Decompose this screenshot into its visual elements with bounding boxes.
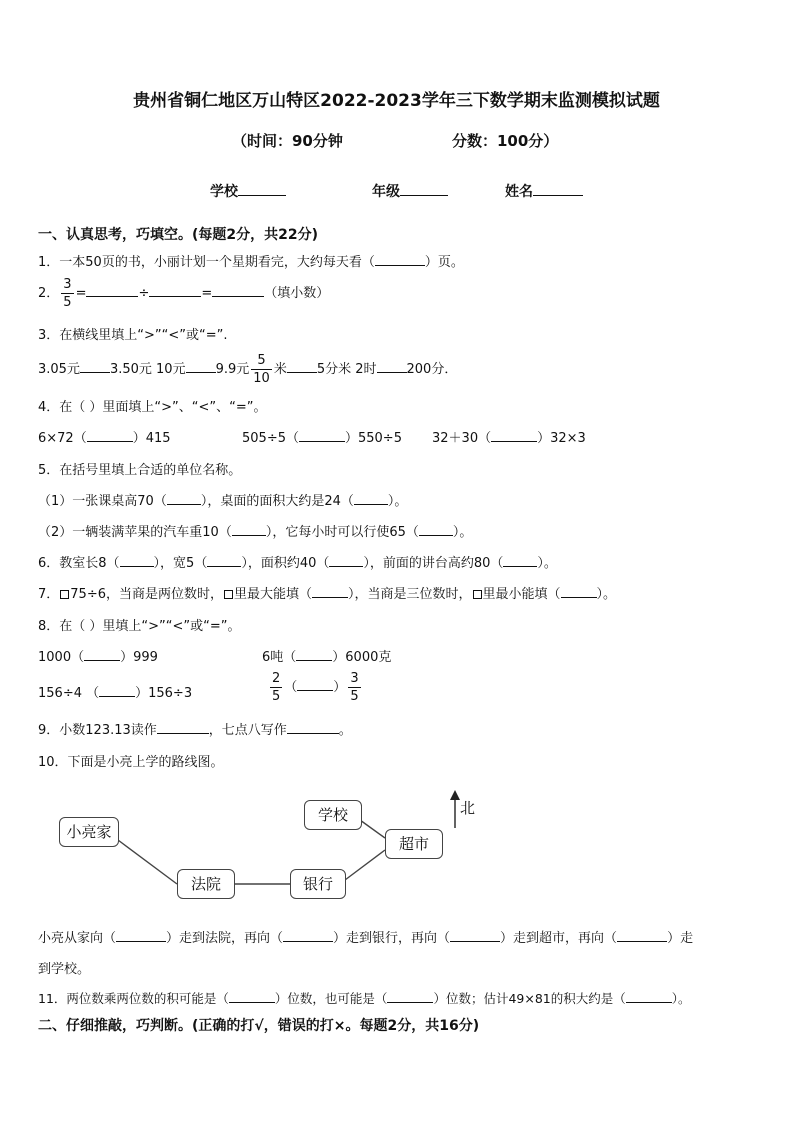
q3-f: 200分．: [406, 362, 458, 377]
question-6: [38, 552, 557, 571]
q9-blank-1[interactable]: [157, 721, 209, 734]
q3-blank-4[interactable]: [377, 360, 407, 373]
q6-d: ），前面的讲台高约80（: [363, 556, 504, 571]
q3-frac-den: 10: [253, 371, 270, 386]
q11-b: ）位数，也可能是（: [274, 991, 388, 1006]
q11-blank-3[interactable]: [626, 990, 672, 1003]
q4-b: ）415: [132, 431, 171, 446]
q6-blank-2[interactable]: [207, 554, 241, 567]
question-5: 5．在括号里填上合适的单位名称。: [38, 463, 242, 478]
q7-c: 里最大能填（: [234, 587, 313, 602]
question-10: 10．下面是小亮上学的路线图。: [38, 755, 224, 770]
q3-blank-3[interactable]: [287, 360, 317, 373]
q7-b: 75÷6，当商是两位数时，: [70, 587, 223, 602]
question-10-answer-cont: 到学校。: [38, 962, 91, 977]
name-label: 姓名: [505, 184, 533, 200]
question-3-items: [38, 352, 457, 387]
map-node-school: 学校: [304, 800, 362, 830]
q7-blank-2[interactable]: [561, 585, 597, 598]
q8-a: 1000（: [38, 650, 85, 665]
q8-c: 6吨（: [262, 650, 297, 665]
q3-frac-num: 5: [251, 352, 272, 370]
q7-d: ），当商是三位数时，: [348, 587, 472, 602]
q8-e: 156÷4 （: [38, 686, 100, 701]
q2-div: ÷: [138, 286, 150, 301]
question-9: [38, 719, 352, 738]
q9-c: 。: [338, 723, 352, 738]
q6-e: ）。: [537, 556, 557, 571]
q4-d: ）550÷5: [344, 431, 402, 446]
question-10-answer: [38, 927, 693, 946]
q10-blank-3[interactable]: [450, 929, 500, 942]
q8-h: ）: [333, 680, 347, 695]
grade-blank[interactable]: [400, 183, 448, 196]
q10-blank-4[interactable]: [617, 929, 667, 942]
route-school-market: [360, 820, 385, 838]
square-icon: [60, 590, 69, 599]
map-node-bank: 银行: [290, 869, 346, 899]
q3-b: 3.50元 10元: [109, 362, 186, 377]
q10-blank-2[interactable]: [283, 929, 333, 942]
school-blank[interactable]: [238, 183, 286, 196]
q1-text: 1．一本50页的书，小丽计划一个星期看完，大约每天看（: [38, 255, 375, 270]
q11-blank-1[interactable]: [229, 990, 275, 1003]
grade-field: [372, 181, 448, 201]
q5-part-2: [38, 521, 472, 540]
q7-a: 7．: [38, 587, 60, 602]
q5-2-blank-1[interactable]: [232, 523, 266, 536]
q10-b: ）走到法院，再向（: [166, 931, 284, 946]
q7-f: ）。: [596, 587, 617, 602]
q1-tail: ）页。: [424, 255, 464, 270]
question-11: [38, 989, 691, 1007]
q2-blank-3[interactable]: [212, 284, 264, 297]
grade-label: 年级: [372, 184, 400, 200]
q8-g: （: [284, 680, 298, 695]
name-field: [505, 181, 583, 201]
q10-d: ）走到超市，再向（: [500, 931, 618, 946]
q10-blank-1[interactable]: [116, 929, 166, 942]
q6-c: ），面积约40（: [241, 556, 330, 571]
q2-fraction: [61, 276, 73, 311]
square-icon: [473, 590, 482, 599]
q5-1-a: （1）一张课桌高70（: [38, 494, 167, 509]
q11-a: 11．两位数乘两位数的积可能是（: [38, 991, 229, 1006]
q2-prefix: 2．: [38, 286, 60, 301]
q5-1-blank-2[interactable]: [354, 492, 388, 505]
q2-eq2: =: [201, 286, 213, 301]
q7-e: 里最小能填（: [482, 587, 561, 602]
q9-blank-2[interactable]: [287, 721, 339, 734]
q9-a: 9．小数123.13读作: [38, 723, 157, 738]
q8-item-3: [38, 682, 192, 701]
q4-item-1: [38, 427, 171, 446]
q6-blank-4[interactable]: [503, 554, 537, 567]
q5-1-c: ）。: [387, 494, 408, 509]
q5-1-blank-1[interactable]: [167, 492, 201, 505]
q4-f: ）32×3: [537, 431, 586, 446]
q4-a: 6×72（: [38, 431, 87, 446]
q6-b: ），宽5（: [153, 556, 208, 571]
q10-c: ）走到银行，再向（: [333, 931, 451, 946]
q5-1-b: ），桌面的面积大约是24（: [200, 494, 354, 509]
route-home-court: [118, 840, 177, 884]
page-title: 贵州省铜仁地区万山特区2022-2023学年三下数学期末监测模拟试题: [133, 91, 660, 111]
q8-b: ）999: [120, 650, 158, 665]
q8-item-4: [268, 670, 363, 705]
q8-item-1: [38, 646, 158, 665]
q8-blank-2[interactable]: [296, 648, 332, 661]
q2-eq: =: [75, 286, 87, 301]
q4-c: 505÷5（: [242, 431, 299, 446]
q3-e: 5分米 2时: [316, 362, 377, 377]
map-node-market: 超市: [385, 829, 443, 859]
question-1: [38, 251, 464, 270]
q2-den: 5: [63, 295, 72, 310]
q10-e: ）走: [667, 931, 694, 946]
q2-num: 3: [63, 277, 72, 292]
q4-item-3: [432, 427, 586, 446]
q4-blank-3[interactable]: [491, 429, 537, 442]
q3-d: 米: [273, 362, 287, 377]
name-blank[interactable]: [533, 183, 583, 196]
q4-item-2: [242, 427, 402, 446]
q2-blank-1[interactable]: [86, 284, 138, 297]
q6-blank-1[interactable]: [120, 554, 154, 567]
question-4: 4．在（ ）里面填上“>”、“<”、“=”。: [38, 400, 267, 415]
q10-a: 小亮从家向（: [38, 931, 117, 946]
question-8: 8．在（ ）里填上“>”“<”或“=”。: [38, 619, 241, 634]
route-bank-market: [345, 850, 385, 880]
q4-blank-2[interactable]: [299, 429, 345, 442]
q9-b: ，七点八写作: [208, 723, 287, 738]
q6-blank-3[interactable]: [329, 554, 363, 567]
q5-2-blank-2[interactable]: [419, 523, 453, 536]
q11-d: ）。: [671, 991, 691, 1006]
q3-fraction: [251, 352, 272, 387]
q3-c: 9.9元: [215, 362, 250, 377]
q3-a: 3.05元: [38, 362, 80, 377]
q5-2-a: （2）一辆装满苹果的汽车重10（: [38, 525, 232, 540]
school-field: [210, 181, 286, 201]
q2-tail: （填小数）: [264, 286, 330, 301]
q7-blank-1[interactable]: [312, 585, 348, 598]
q8-item-2: [262, 646, 391, 665]
q8-frac1-den: 5: [272, 689, 281, 704]
q8-frac1-num: 2: [272, 671, 281, 686]
exam-score: 分数：100分）: [452, 132, 559, 150]
north-label: 北: [460, 799, 476, 817]
q8-frac2-den: 5: [350, 689, 359, 704]
q3-blank-1[interactable]: [80, 360, 110, 373]
q8-frac2-num: 3: [350, 671, 359, 686]
map-node-home: 小亮家: [59, 817, 119, 847]
question-3: 3．在横线里填上“>”“<”或“=”.: [38, 328, 228, 343]
question-7: [38, 583, 616, 602]
q6-a: 6．教室长8（: [38, 556, 120, 571]
q3-blank-2[interactable]: [186, 360, 216, 373]
q8-blank-1[interactable]: [84, 648, 120, 661]
q8-blank-3[interactable]: [99, 684, 135, 697]
section1-heading: 一、认真思考，巧填空。(每题2分，共22分): [38, 227, 319, 243]
q5-2-c: ）。: [452, 525, 473, 540]
question-2: [38, 276, 329, 311]
north-arrow-head-icon: [450, 790, 460, 800]
school-label: 学校: [210, 184, 238, 200]
q4-e: 32＋30（: [432, 431, 492, 446]
q8-fraction-2: [348, 670, 360, 705]
q11-blank-2[interactable]: [387, 990, 433, 1003]
q8-blank-4[interactable]: [297, 678, 333, 691]
q8-d: ）6000克: [332, 650, 392, 665]
q4-blank-1[interactable]: [87, 429, 133, 442]
q11-c: ）位数；估计49×81的积大约是（: [433, 991, 626, 1006]
q5-2-b: ），它每小时可以行使65（: [265, 525, 419, 540]
section2-heading: 二、仔细推敲，巧判断。(正确的打√，错误的打×。每题2分，共16分): [38, 1018, 480, 1034]
map-node-court: 法院: [177, 869, 235, 899]
q5-part-1: [38, 490, 407, 509]
q8-f: ）156÷3: [135, 686, 193, 701]
q1-blank[interactable]: [375, 253, 425, 266]
exam-time: （时间：90分钟: [232, 132, 343, 150]
q8-fraction-1: [270, 670, 282, 705]
q2-blank-2[interactable]: [149, 284, 201, 297]
square-icon: [224, 590, 233, 599]
